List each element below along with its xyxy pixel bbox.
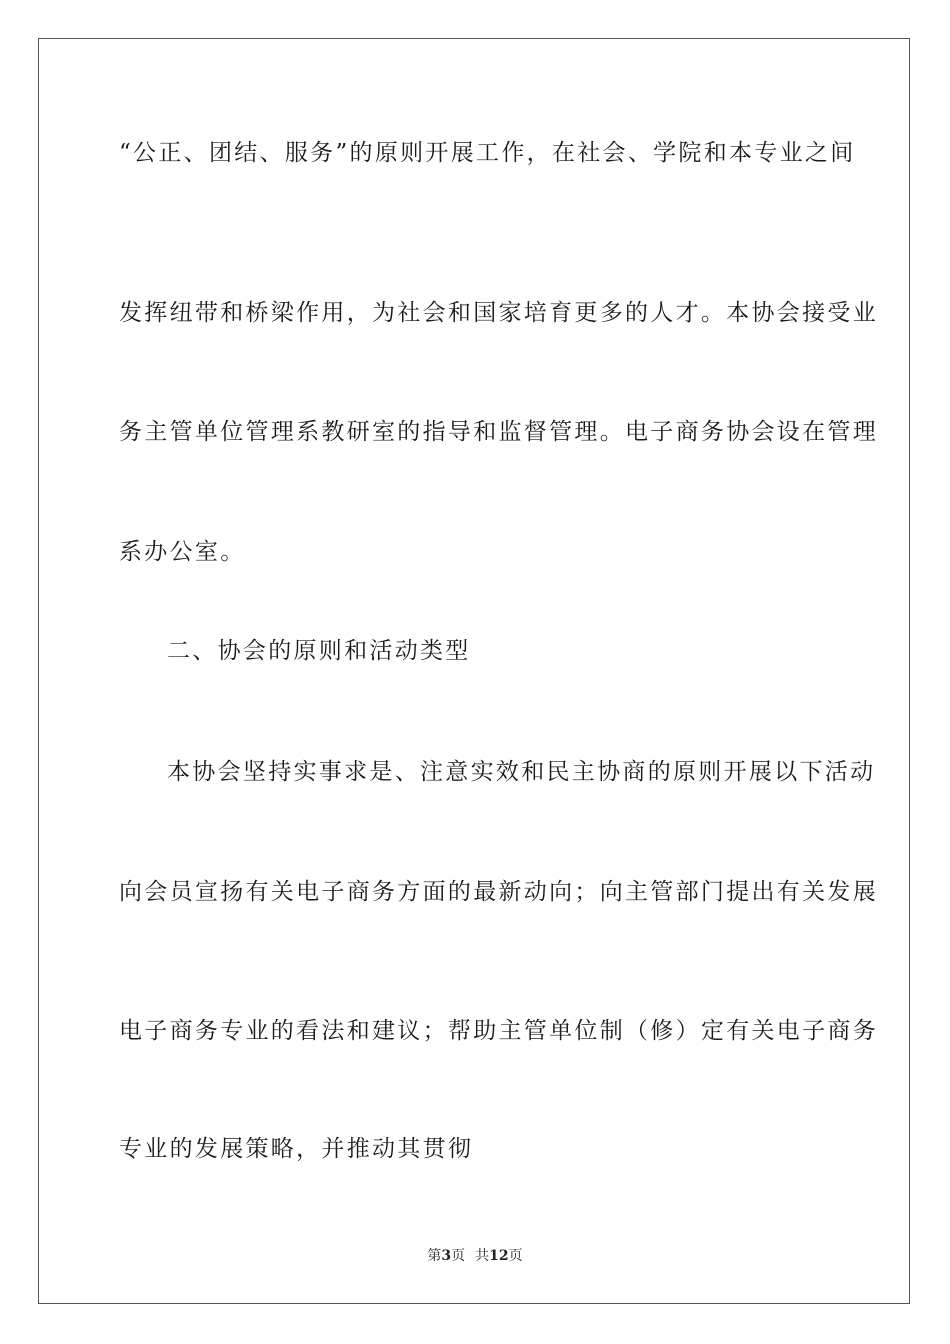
footer-page-number: 3 xyxy=(441,1248,452,1264)
footer-page-prefix: 第 xyxy=(427,1248,442,1264)
paragraph-line-3: 务主管单位管理系教研室的指导和监督管理。电子商务协会设在管理 xyxy=(119,419,878,445)
footer-total-prefix: 共 xyxy=(475,1248,490,1264)
footer-page-suffix: 页 xyxy=(451,1248,466,1264)
footer-total-pages: 12 xyxy=(489,1248,509,1264)
page-frame xyxy=(38,38,910,1304)
paragraph-line-7: 向会员宣扬有关电子商务方面的最新动向；向主管部门提出有关发展 xyxy=(119,879,878,905)
footer-total-suffix: 页 xyxy=(508,1248,523,1264)
paragraph-line-2: 发挥纽带和桥梁作用，为社会和国家培育更多的人才。本协会接受业 xyxy=(119,300,878,326)
paragraph-line-6: 本协会坚持实事求是、注意实效和民主协商的原则开展以下活动 xyxy=(167,759,876,785)
section-heading: 二、协会的原则和活动类型 xyxy=(167,638,471,664)
paragraph-line-4: 系办公室。 xyxy=(119,539,246,565)
paragraph-line-9: 专业的发展策略，并推动其贯彻 xyxy=(119,1136,474,1162)
paragraph-line-8: 电子商务专业的看法和建议；帮助主管单位制（修）定有关电子商务 xyxy=(119,1018,878,1044)
paragraph-line-1: “公正、团结、服务”的原则开展工作，在社会、学院和本专业之间 xyxy=(119,140,856,166)
page-footer xyxy=(39,1246,911,1266)
